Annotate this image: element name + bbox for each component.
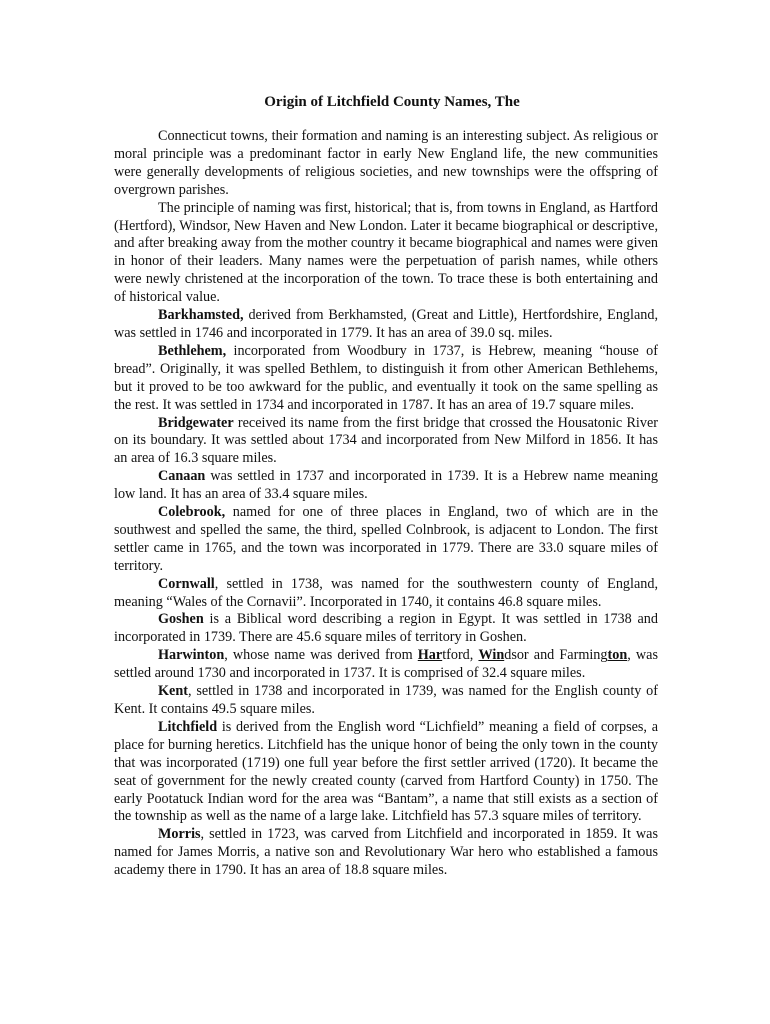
underlined-syllable: ton	[607, 647, 628, 664]
town-name: Cornwall	[158, 575, 215, 592]
entry-text: , settled in 1723, was carved from Litchfield and incorporated in 1859. It was named for James Morris, a native son and Revolutionary War hero who established a famous academy there in 1790. It has an area of 18.8 square miles.	[114, 826, 658, 879]
entry-kent	[114, 683, 658, 719]
entry-bethlehem	[114, 343, 658, 415]
entry-barkhamsted	[114, 307, 658, 343]
entry-bridgewater	[114, 415, 658, 469]
entry-text: , was settled around 1730 and incorporated in 1737. It is comprised of 32.4 square miles.	[114, 647, 658, 682]
entry-litchfield	[114, 719, 658, 826]
entry-text: is derived from the English word “Lichfield” meaning a field of corpses, a place for burning heretics. Litchfield has the unique honor of being the only town in the county that was incorporated (1719) one full year before the first settler arrived (1720). It became the seat of government for the newly created county (carved from Hartford County) in 1750. The early Pootatuck Indian word for the area was “Bantam”, a name that still exists as a section of the township as well as the name of a large lake. Litchfield has 57.3 square miles of territory.	[114, 718, 658, 825]
town-name: Barkhamsted,	[158, 307, 244, 324]
entry-goshen	[114, 611, 658, 647]
entry-text: , whose name was derived from	[224, 647, 418, 664]
entry-text: received its name from the first bridge that crossed the Housatonic River on its boundary. It was settled about 1734 and incorporated from New Milford in 1856. It has an area of 16.3 square miles.	[114, 414, 658, 467]
underlined-syllable: Har	[417, 647, 443, 664]
town-name: Bridgewater	[158, 414, 234, 431]
paragraph-text: Connecticut towns, their formation and naming is an interesting subject. As religious or moral principle was a predominant factor in early New England life, the new communities were generally developments of religious societies, and new townships were the offspring of overgrown parishes.	[114, 128, 658, 198]
paragraph-naming-principle	[114, 200, 658, 307]
entry-text: tford,	[442, 647, 479, 664]
entry-text: named for one of three places in England, two of which are in the southwest and spelled the same, the third, spelled Colnbrook, is adjacent to London. The first settler came in 1765, and the town was incorporated in 1779. There are 33.0 square miles of territory.	[114, 504, 658, 574]
entry-text: dsor and Farming	[504, 647, 608, 664]
entry-text: , settled in 1738 and incorporated in 1739, was named for the English county of Kent. It contains 49.5 square miles.	[114, 683, 658, 717]
entry-text: is a Biblical word describing a region in Egypt. It was settled in 1738 and incorporated in 1739. There are 45.6 square miles of territory in Goshen.	[114, 611, 658, 646]
town-name: Goshen	[158, 611, 204, 628]
underlined-syllable: Win	[478, 647, 505, 664]
entry-text: was settled in 1737 and incorporated in 1739. It is a Hebrew name meaning low land. It has an area of 33.4 square miles.	[114, 468, 658, 503]
paragraph-intro	[114, 128, 658, 200]
entry-text: , settled in 1738, was named for the southwestern county of England, meaning “Wales of the Cornavii”. Incorporated in 1740, it contains 46.8 square miles.	[114, 575, 658, 610]
document-title: Origin of Litchfield County Names, The	[264, 94, 520, 110]
entry-harwinton	[114, 647, 658, 683]
town-name: Morris	[158, 826, 201, 843]
town-name: Canaan	[158, 468, 206, 485]
town-name: Kent	[158, 683, 188, 700]
town-name: Bethlehem,	[158, 342, 227, 359]
entry-morris	[114, 826, 658, 880]
entry-colebrook	[114, 504, 658, 576]
document-page	[114, 93, 658, 880]
town-name: Litchfield	[158, 718, 218, 735]
entry-cornwall	[114, 576, 658, 612]
town-name: Colebrook,	[158, 504, 226, 521]
entry-text: incorporated from Woodbury in 1737, is Hebrew, meaning “house of bread”. Originally, it was spelled Bethlem, to distinguish it from other American Bethlehems, but it proved to be too awkward for the public, and eventually it took on the same spelling as the rest. It was settled in 1734 and incorporated in 1787. It has an area of 19.7 square miles.	[114, 342, 658, 413]
entry-canaan	[114, 468, 658, 504]
paragraph-text: The principle of naming was first, historical; that is, from towns in England, as Hartford (Hertford), Windsor, New Haven and New London. Later it became biographical or descriptive, and after breaking away from the mother country it became biographical and names were given in honor of their leaders. Many names were the perpetuation of parish names, while others were newly christened at the incorporation of the town. To trace these is both entertaining and of historical value.	[114, 199, 658, 306]
entry-text: derived from Berkhamsted, (Great and Little), Hertfordshire, England, was settled in 1746 and incorporated in 1779. It has an area of 39.0 sq. miles.	[114, 307, 658, 341]
town-name: Harwinton	[158, 647, 225, 664]
